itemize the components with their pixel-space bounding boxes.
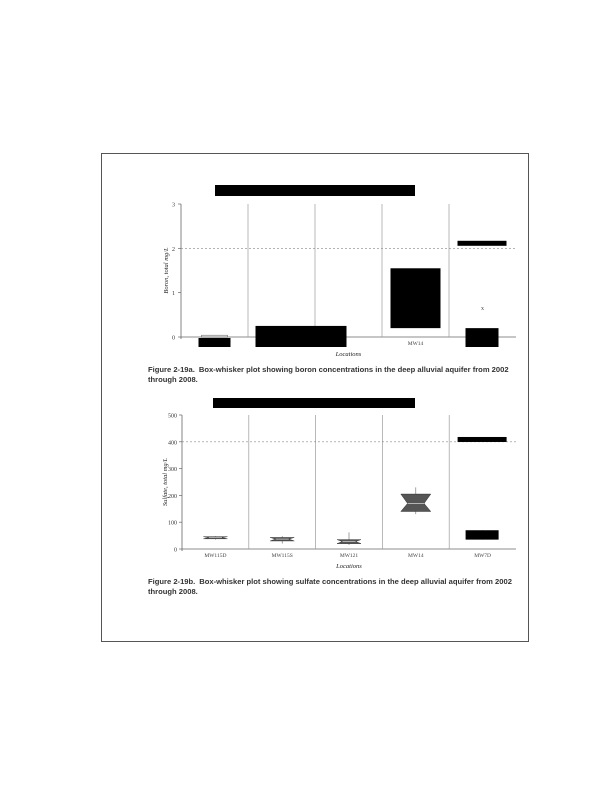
sulfate-box-plot <box>101 395 529 575</box>
y-tick-label: 500 <box>168 413 177 420</box>
figure-2-19a-text: Box-whisker plot showing boron concentrations in the deep alluvial aquifer from 2002 through 2008. <box>148 365 509 384</box>
figure-2-19a-caption <box>148 365 528 384</box>
boron-box-plot <box>101 182 529 362</box>
box-mw115d <box>202 335 228 337</box>
redacted-box-block <box>256 326 347 347</box>
box-body <box>401 494 431 511</box>
x-tick-label: MW121 <box>339 553 359 559</box>
x-axis-title: Locations <box>335 351 362 358</box>
redacted-upper-bar <box>458 241 507 246</box>
figure-2-19b-text: Box-whisker plot showing sulfate concentrations in the deep alluvial aquifer from 2002 through 2008. <box>148 577 512 596</box>
y-tick-label: 0 <box>172 335 175 342</box>
y-tick-label: 400 <box>168 440 177 447</box>
redacted-upper-bar <box>458 437 507 442</box>
redacted-title <box>213 398 415 408</box>
outlier-marker: x <box>481 306 484 313</box>
y-tick-label: 300 <box>168 467 177 474</box>
y-axis-title: Sulfate, total mg/L <box>162 457 169 507</box>
figure-2-19b-label: Figure 2-19b. <box>148 577 196 586</box>
figure-2-19b-caption <box>148 577 528 596</box>
x-tick-label: MW115D <box>204 553 227 559</box>
x-axis-title: Locations <box>336 563 362 570</box>
y-tick-label: 1 <box>172 291 175 298</box>
y-tick-label: 3 <box>172 202 175 209</box>
x-tick-label: MW7D <box>474 553 492 559</box>
redacted-title <box>215 185 415 196</box>
box-mw7d-block <box>466 530 499 539</box>
x-tick-label: MW14 <box>407 341 424 347</box>
box-mw14 <box>391 268 441 328</box>
y-tick-label: 0 <box>174 547 177 554</box>
x-tick-label: MW14 <box>408 553 424 559</box>
box-mw7d <box>466 328 499 347</box>
figure-2-19a-label: Figure 2-19a. <box>148 365 195 374</box>
y-axis-title: Boron, total mg/L <box>163 247 170 294</box>
y-tick-label: 2 <box>172 246 175 253</box>
y-tick-label: 100 <box>168 520 177 527</box>
x-tick-label: MW115S <box>271 553 293 559</box>
redacted-label <box>199 338 231 347</box>
y-tick-label: 200 <box>168 493 177 500</box>
